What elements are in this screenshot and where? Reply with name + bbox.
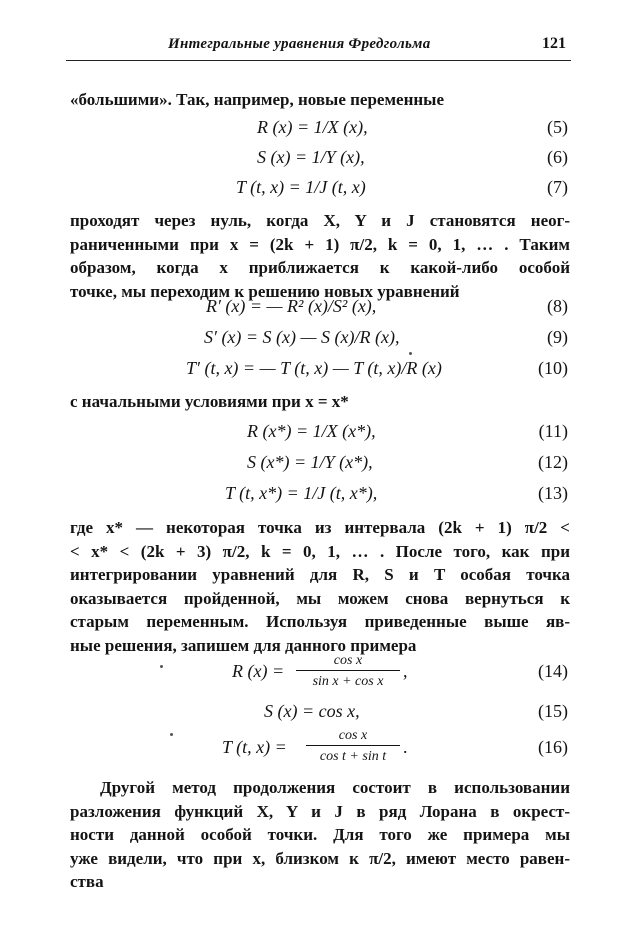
equation-13: T (t, x*) = 1/J (t, x*), bbox=[225, 483, 378, 503]
equation-11: R (x*) = 1/X (x*), bbox=[247, 421, 376, 441]
text-line: ности данной особой точки. Для того же примера мы bbox=[70, 825, 570, 844]
fraction-denominator: cos t + sin t bbox=[319, 749, 387, 764]
paragraph-initial-conditions bbox=[70, 390, 570, 414]
running-header-title: Интегральные уравнения Фредгольма bbox=[168, 36, 431, 52]
text-line: где x* — некоторая точка из интервала (2k + 1) π/2 < bbox=[70, 518, 570, 537]
equation-8: R′ (x) = — R² (x)/S² (x), bbox=[206, 296, 377, 316]
text-line: с начальными условиями при x = x* bbox=[70, 392, 349, 411]
equation-number-5: (5) bbox=[547, 117, 568, 137]
equation-number-15: (15) bbox=[538, 701, 568, 721]
equation-10: T′ (t, x) = — T (t, x) — T (t, x)/R (x) bbox=[186, 358, 442, 378]
text-line: уже видели, что при x, близком к π/2, имеют место равен- bbox=[70, 848, 570, 868]
text-line: ства bbox=[70, 872, 104, 891]
text-line: оказывается пройденной, мы можем снова вернуться к bbox=[70, 588, 570, 608]
equation-5: R (x) = 1/X (x), bbox=[257, 117, 368, 137]
fraction-bar bbox=[306, 745, 400, 746]
equation-16-fraction bbox=[306, 727, 400, 765]
text-line: точке, мы переходим к решению новых уравнений bbox=[70, 281, 460, 301]
page-number: 121 bbox=[542, 35, 566, 52]
equation-number-8: (8) bbox=[547, 296, 568, 316]
equation-number-9: (9) bbox=[547, 327, 568, 347]
equation-9: S′ (x) = S (x) — S (x)/R (x), bbox=[204, 327, 400, 347]
equation-16-lhs: T (t, x) = bbox=[222, 737, 287, 757]
text-line: старым переменным. Используя приведенные выше яв- bbox=[70, 612, 570, 631]
fraction-numerator: cos x bbox=[338, 728, 368, 743]
equation-number-6: (6) bbox=[547, 147, 568, 167]
equation-16-punct: . bbox=[403, 737, 408, 757]
equation-number-16: (16) bbox=[538, 737, 568, 757]
fraction-numerator: cos x bbox=[333, 653, 363, 668]
text-line: ные решения, запишем для данного примера bbox=[70, 635, 417, 655]
text-line: разложения функций X, Y и J в ряд Лорана в окрест- bbox=[70, 801, 570, 821]
equation-14-fraction bbox=[296, 652, 400, 690]
equation-number-7: (7) bbox=[547, 177, 568, 197]
paragraph-interval bbox=[70, 516, 570, 657]
paragraph-intro bbox=[70, 88, 570, 112]
equation-number-13: (13) bbox=[538, 483, 568, 503]
equation-number-12: (12) bbox=[538, 452, 568, 472]
fraction-bar bbox=[296, 670, 400, 671]
text-line: раниченными при x = (2k + 1) π/2, k = 0, 1, … . Таким bbox=[70, 234, 570, 254]
equation-12: S (x*) = 1/Y (x*), bbox=[247, 452, 373, 472]
text-line: Другой метод продолжения состоит в использовании bbox=[100, 778, 570, 797]
scan-speck bbox=[170, 733, 173, 736]
equation-number-11: (11) bbox=[538, 421, 568, 441]
equation-number-10: (10) bbox=[538, 358, 568, 378]
fraction-denominator: sin x + cos x bbox=[312, 674, 384, 689]
paragraph-zero-crossing bbox=[70, 209, 570, 303]
header-divider bbox=[66, 60, 571, 61]
equation-15: S (x) = cos x, bbox=[264, 701, 360, 721]
text-line: «большими». Так, например, новые переменные bbox=[70, 90, 444, 109]
text-line: < x* < (2k + 3) π/2, k = 0, 1, … . После того, как при bbox=[70, 541, 570, 561]
scan-speck bbox=[409, 352, 412, 355]
scan-speck bbox=[160, 665, 163, 668]
text-line: интегрировании уравнений для R, S и T особая точка bbox=[70, 565, 570, 584]
equation-14-punct: , bbox=[403, 661, 408, 681]
equation-7: T (t, x) = 1/J (t, x) bbox=[236, 177, 366, 197]
text-line: проходят через нуль, когда X, Y и J становятся неог- bbox=[70, 211, 570, 230]
equation-14-lhs: R (x) = bbox=[232, 661, 285, 681]
paragraph-laurent-series bbox=[70, 776, 570, 894]
text-line: образом, когда x приближается к какой-либо особой bbox=[70, 258, 570, 277]
equation-number-14: (14) bbox=[538, 661, 568, 681]
equation-6: S (x) = 1/Y (x), bbox=[257, 147, 365, 167]
